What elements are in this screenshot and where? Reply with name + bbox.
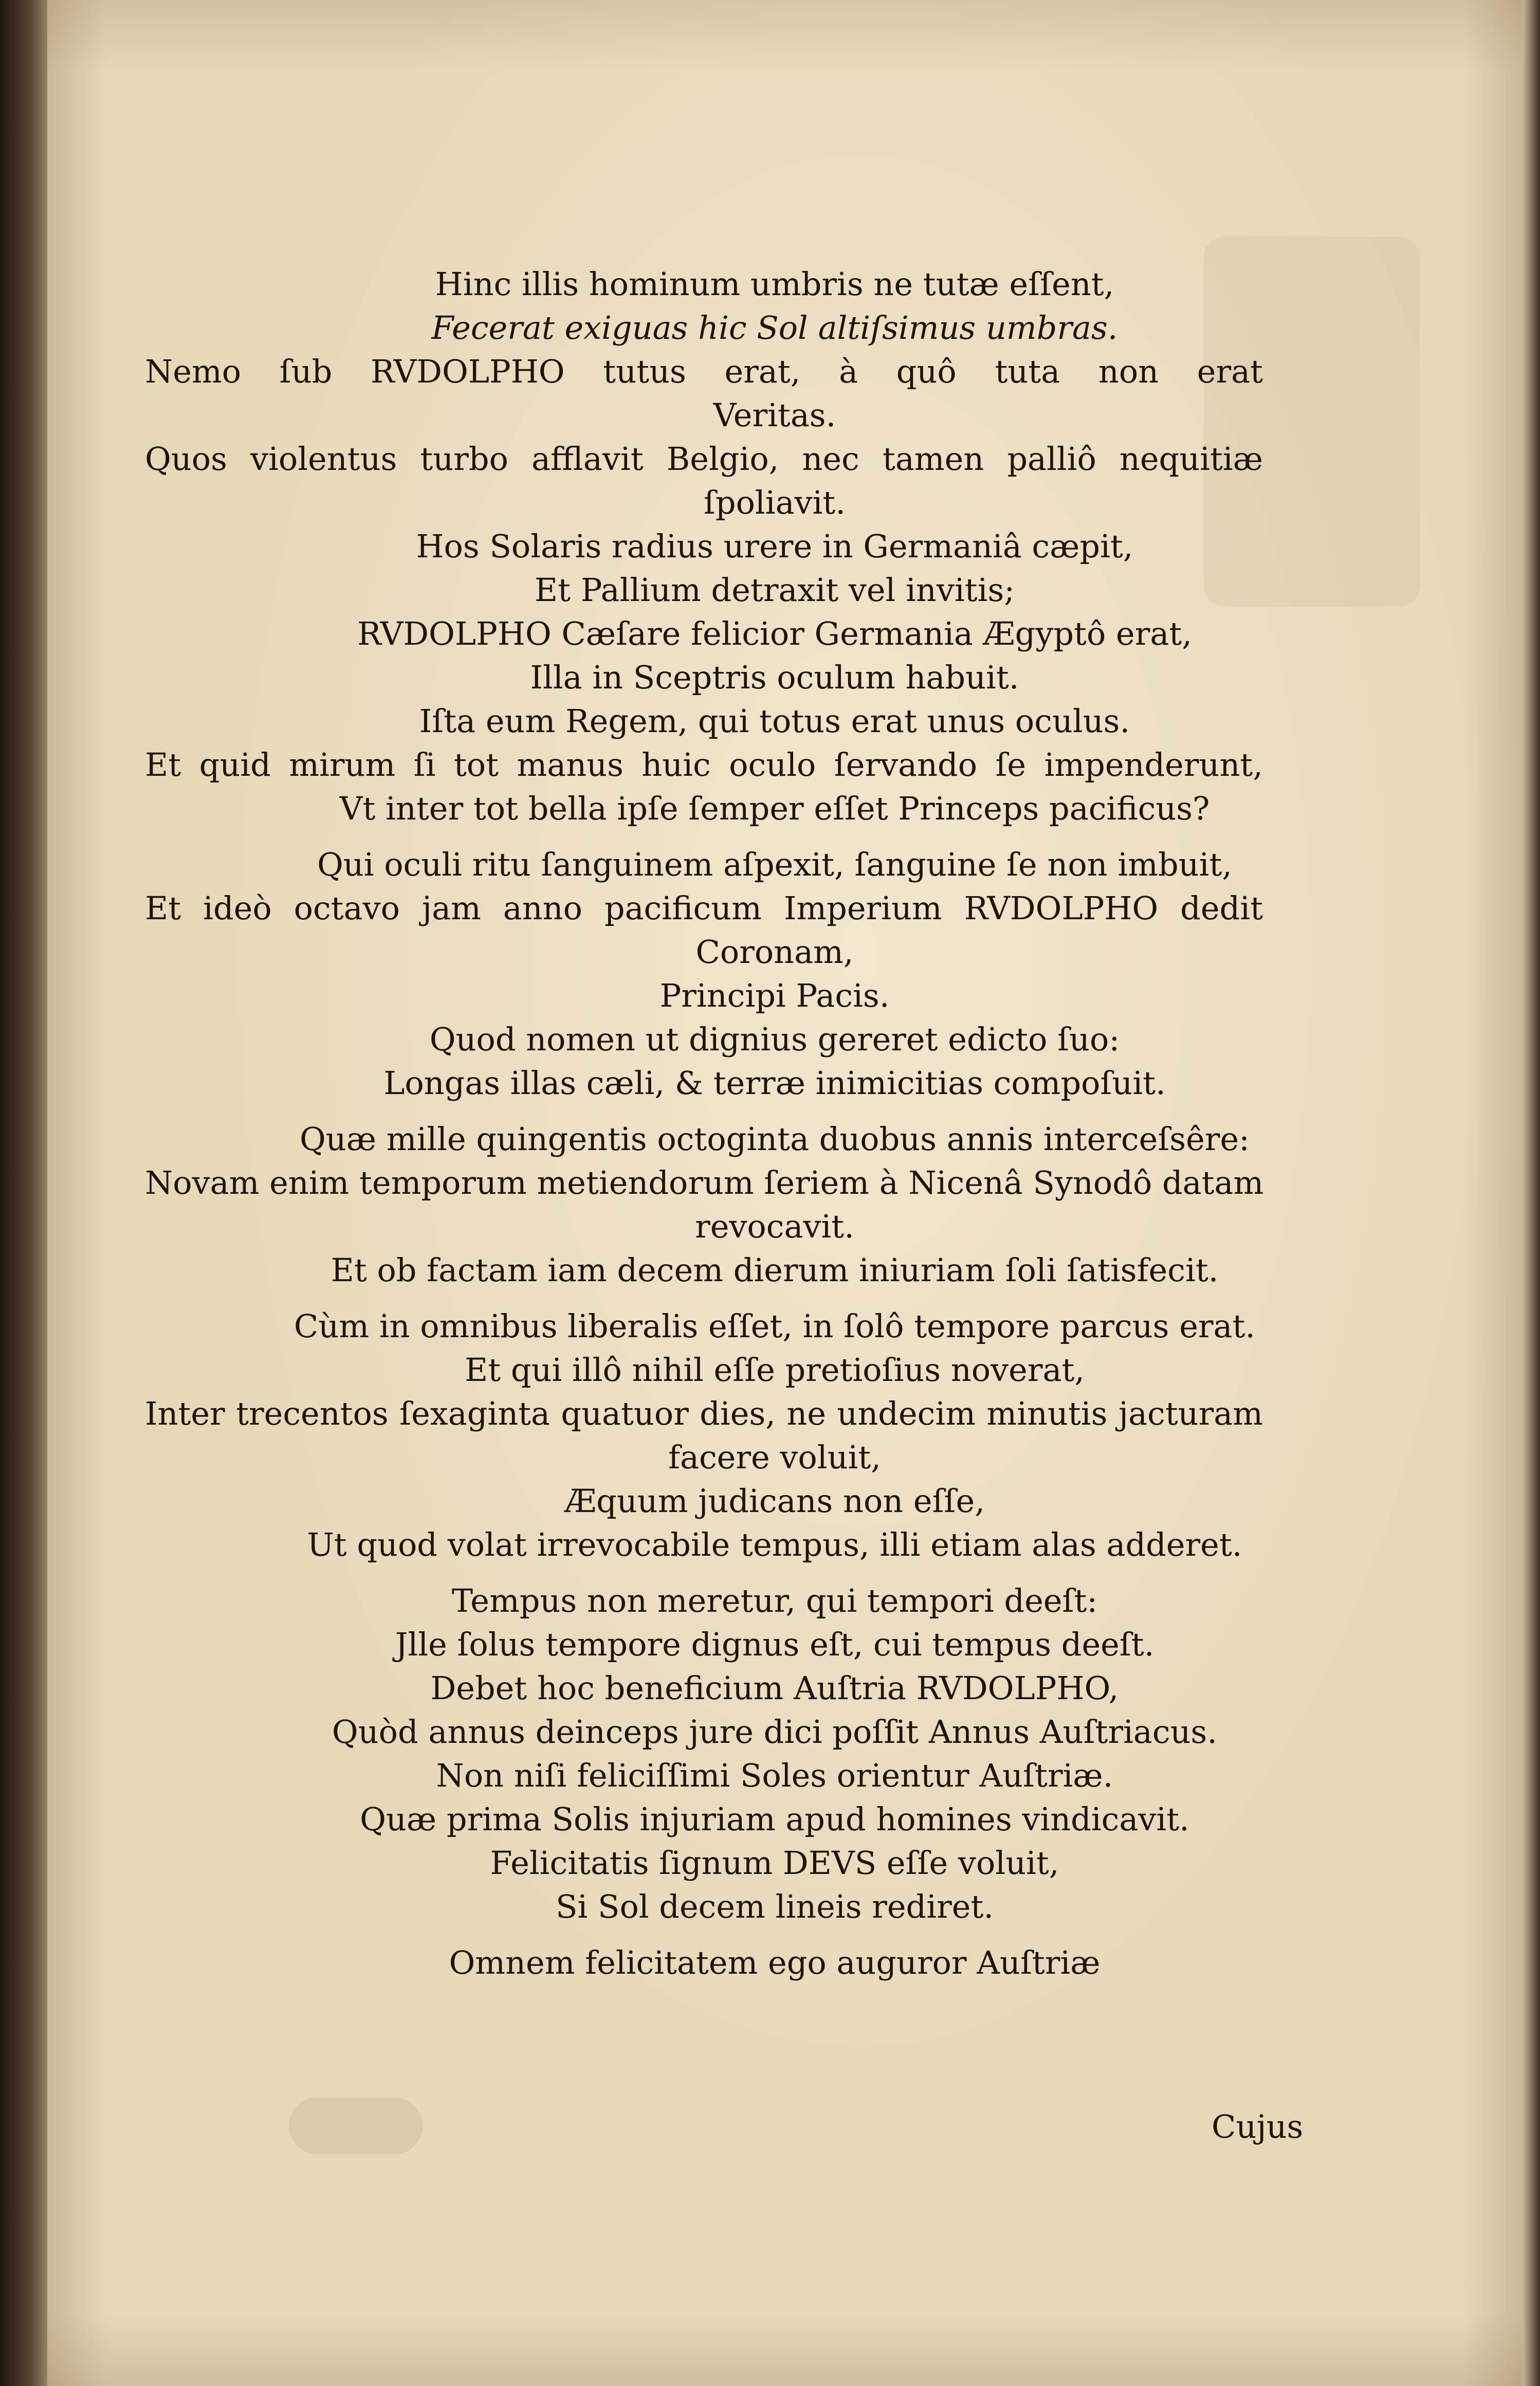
text-line: Hos Solaris radius urere in Germaniâ cæpit, <box>416 527 1133 565</box>
text-line: Fecerat exiguas hic Sol altiſsimus umbras. <box>431 309 1118 347</box>
text-line: Iſta eum Regem, qui totus erat unus oculus. <box>419 702 1130 740</box>
text-line: Æquum judicans non eſſe, <box>564 1482 985 1520</box>
text-line: RVDOLPHO Cæſare felicior Germania Ægyptô erat, <box>357 615 1192 652</box>
text-line: Quòd annus deinceps jure dici poſſit Annus Auſtriacus. <box>332 1713 1218 1751</box>
paper-page <box>47 0 1523 2386</box>
page-edge <box>1523 0 1540 2386</box>
text-line: Si Sol decem lineis rediret. <box>555 1888 994 1925</box>
text-line: Veritas. <box>713 396 836 434</box>
page-body <box>47 262 1523 1984</box>
text-line: Debet hoc beneficium Auſtria RVDOLPHO, <box>430 1669 1119 1707</box>
text-line: Et ob factam iam decem dierum iniuriam ſoli ſatisfecit. <box>331 1251 1219 1289</box>
text-line: Hinc illis hominum umbris ne tutæ eſſent, <box>435 265 1114 303</box>
text-line: Jlle ſolus tempore dignus eſt, cui tempus deeſt. <box>395 1626 1154 1663</box>
text-line: Et qui illô nihil eſſe pretioſius noverat, <box>464 1351 1085 1389</box>
text-line: Inter trecentos ſexaginta quatuor dies, ne undecim minutis jacturam <box>145 1395 1263 1432</box>
text-line: Et ideò octavo jam anno pacificum Imperium RVDOLPHO dedit <box>145 889 1263 927</box>
text-line: Novam enim temporum metiendorum ſeriem à Nicenâ Synodô datam <box>145 1164 1264 1201</box>
text-line: ſpoliavit. <box>703 484 846 521</box>
text-line: Cùm in omnibus liberalis eſſet, in ſolô tempore parcus erat. <box>294 1307 1256 1345</box>
text-line: Ut quod volat irrevocabile tempus, illi etiam alas adderet. <box>307 1526 1242 1563</box>
text-line: Nemo ſub RVDOLPHO tutus erat, à quô tuta non erat <box>145 353 1263 390</box>
text-line: Coronam, <box>695 933 854 971</box>
text-line: Quod nomen ut dignius gereret edicto ſuo: <box>429 1021 1120 1058</box>
text-line: Quæ mille quingentis octoginta duobus annis interceſsêre: <box>299 1120 1250 1158</box>
text-line: Qui oculi ritu ſanguinem aſpexit, ſanguine ſe non imbuit, <box>317 846 1233 883</box>
text-line: Felicitatis ſignum DEVS eſſe voluit, <box>490 1844 1059 1882</box>
text-line: Tempus non meretur, qui tempori deeſt: <box>451 1582 1098 1619</box>
text-line: Omnem felicitatem ego auguror Auſtriæ <box>449 1944 1101 1981</box>
catchword: Cujus <box>1212 2108 1304 2145</box>
text-line: Quæ prima Solis injuriam apud homines vindicavit. <box>360 1800 1189 1838</box>
text-line: Vt inter tot bella ipſe ſemper eſſet Princeps pacificus? <box>339 790 1210 827</box>
text-line: Et Pallium detraxit vel invitis; <box>534 571 1015 609</box>
text-line: Principi Pacis. <box>659 977 890 1014</box>
text-line: revocavit. <box>695 1208 854 1245</box>
text-line: Non niſi feliciſſimi Soles orientur Auſtriæ. <box>436 1757 1113 1794</box>
text-line: Illa in Sceptris oculum habuit. <box>530 659 1019 696</box>
text-line: facere voluit, <box>668 1438 881 1476</box>
ink-smudge <box>289 2098 423 2154</box>
text-line: Longas illas cæli, & terræ inimicitias compoſuit. <box>383 1064 1166 1102</box>
text-line: Et quid mirum ſi tot manus huic oculo ſervando ſe impenderunt, <box>145 746 1263 784</box>
text-line: Quos violentus turbo afflavit Belgio, nec tamen palliô nequitiæ <box>145 440 1263 478</box>
